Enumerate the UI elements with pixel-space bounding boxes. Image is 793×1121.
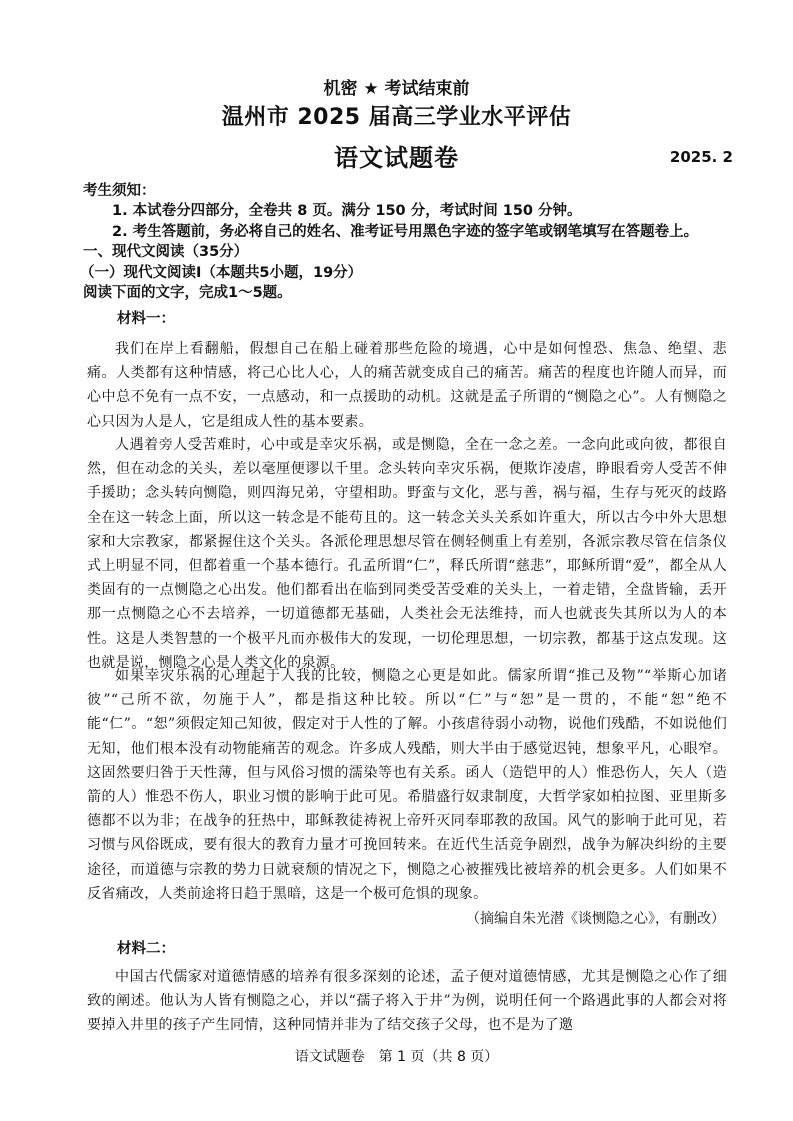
confidential-label: 机密 ★ 考试结束前	[323, 79, 470, 99]
notice-item: 2. 考生答题前，务必将自己的姓名、准考证号用黑色字迹的签字笔或钢笔填写在答题卷上。	[112, 224, 699, 240]
notice-heading: 考生须知：	[83, 183, 156, 199]
paragraph: 中国古代儒家对道德情感的培养有很多深刻的论述，孟子便对道德情感，尤其是恻隐之心作了细致的阐述。他认为人皆有恻隐之心，并以“孺子将入于井”为例，说明任何一个路遇此事的人都会对将要掉入井里的孩子产生同情，这种同情并非为了结交孩子父母，也不是为了邀	[87, 969, 727, 1034]
paragraph: 如果幸灾乐祸的心理起于人我的比较，恻隐之心更是如此。儒家所谓“推己及物”“举斯心加诸彼”“己所不欲，勿施于人”，都是指这种比较。所以“仁”与“恕”是一贯的，不能“恕”绝不能“仁”。“恕”须假定知己知彼，假定对于人性的了解。小孩虐待弱小动物，说他们残酷，不如说他们无知，他们根本没有动物能痛苦的观念。许多成人残酷，则大半由于感觉迟钝，想象平凡，心眼窄。这固然要归咎于天性薄，但与风俗习惯的濡染等也有关系。函人（造铠甲的人）惟恐伤人，矢人（造箭的人）惟恐不伤人，职业习惯的影响于此可见。希腊盛行奴隶制度，大哲学家如柏拉图、亚里斯多德都不以为非；在战争的狂热中，耶稣教徒祷祝上帝歼灭同奉耶教的敌国。风气的影响于此可见，若习惯与风俗既成，要有很大的教育力量才可挽回转来。在近代生活竞争剧烈，战争为解决纠纷的主要途径，而道德与宗教的势力日就衰颓的情况之下，恻隐之心被摧残比被培养的机会更多。人们如果不反省痛改，人类前途将日趋于黑暗，这是一个极可危惧的现象。	[87, 668, 727, 902]
reading-instruction: 阅读下面的文字，完成1～5题。	[83, 285, 292, 301]
paper-subtitle: 语文试题卷	[334, 144, 459, 172]
material-heading: 材料一：	[117, 311, 175, 327]
notice-item: 1. 本试卷分四部分，全卷共 8 页。满分 150 分，考试时间 150 分钟。	[112, 203, 582, 219]
paragraph: 我们在岸上看翻船，假想自己在船上碰着那些危险的境遇，心中是如何惶恐、焦急、绝望、悲痛。人类都有这种情感，将己心比人心，人的痛苦就变成自己的痛苦。痛苦的程度也许随人而异，而心中总不免有一点不安，一点感动，和一点援助的动机。这就是孟子所谓的“恻隐之心”。人有恻隐之心只因为人是人，它是组成人性的基本要素。	[87, 341, 727, 430]
subsection-heading: （一）现代文阅读Ⅰ（本题共5小题，19分）	[80, 265, 363, 281]
paragraph: 人遇着旁人受苦难时，心中或是幸灾乐祸，或是恻隐，全在一念之差。一念向此或向彼，都很自然，但在动念的关头，差以毫厘便谬以千里。念头转向幸灾乐祸，便欺诈凌虐，睁眼看旁人受苦不伸手援助；念头转向恻隐，则四海兄弟，守望相助。野蛮与文化，恶与善，祸与福，生存与死灭的歧路全在这一转念上面，所以这一转念是不能苟且的。这一转念关头关系如许重大，所以古今中外大思想家和大宗教家，都紧握住这个关头。各派伦理思想尽管在侧轻侧重上有差别，各派宗教尽管在信条仪式上明显不同，但都着重一个基本德行。孔孟所谓“仁”，释氏所谓“慈悲”，耶稣所谓“爱”，都全从人类固有的一点恻隐之心出发。他们都看出在临到同类受苦受难的关头上，一着走错，全盘皆输，丢开那一点恻隐之心不去培养，一切道德都无基础，人类社会无法维持，而人也就丧失其所以为人的本性。这是人类智慧的一个极平凡而亦极伟大的发现，一切伦理思想，一切宗教，都基于这点发现。这也就是说，恻隐之心是人类文化的泉源。	[87, 437, 727, 671]
source-citation: （摘编自朱光潜《谈恻隐之心》，有删改）	[466, 911, 725, 927]
page-footer: 语文试题卷 第 1 页（共 8 页）	[294, 1049, 499, 1065]
material-heading: 材料二：	[117, 941, 175, 957]
exam-date: 2025. 2	[669, 148, 733, 166]
section-heading: 一、现代文阅读（35分）	[83, 244, 249, 260]
exam-title: 温州市 2025 届高三学业水平评估	[221, 105, 572, 130]
